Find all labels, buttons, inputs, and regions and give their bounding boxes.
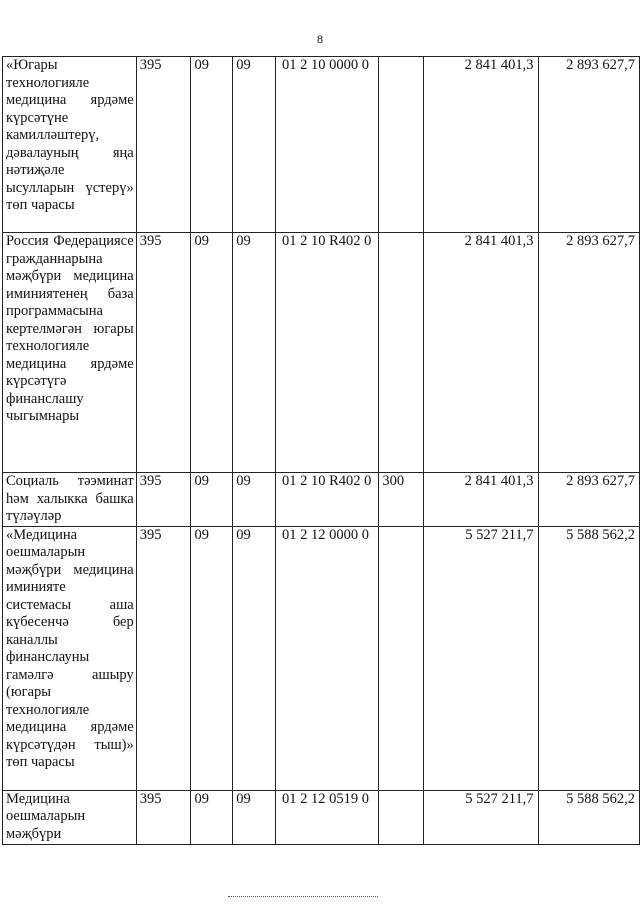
ministry-code: 395 bbox=[136, 233, 191, 473]
section-code: 09 bbox=[191, 57, 233, 233]
footer-divider bbox=[228, 896, 378, 897]
row-name: Медицина оешмаларын мәҗбүри bbox=[3, 790, 137, 844]
table-row bbox=[3, 526, 640, 790]
section-code: 09 bbox=[191, 790, 233, 844]
section-code: 09 bbox=[191, 473, 233, 527]
row-name: «Медицина оешмаларын мәҗбүри медицина иминияте системасы аша күбесенчә бер каналлы финанслауны гамәлгә ашыру (югары технологияле медицина ярдәме күрсәтүдән тыш)» төп чарасы bbox=[3, 526, 137, 790]
table-row bbox=[3, 790, 640, 844]
expense-type bbox=[379, 233, 424, 473]
expense-type bbox=[379, 526, 424, 790]
subsection-code: 09 bbox=[233, 57, 276, 233]
section-code: 09 bbox=[191, 233, 233, 473]
row-name: Социаль тәэминат һәм халыкка башка түләүләр bbox=[3, 473, 137, 527]
subsection-code: 09 bbox=[233, 790, 276, 844]
target-article: 01 2 10 0000 0 bbox=[276, 57, 379, 233]
amount-year-2: 2 893 627,7 bbox=[538, 473, 639, 527]
page-number: 8 bbox=[317, 32, 323, 46]
ministry-code: 395 bbox=[136, 473, 191, 527]
ministry-code: 395 bbox=[136, 526, 191, 790]
amount-year-2: 5 588 562,2 bbox=[538, 790, 639, 844]
target-article: 01 2 12 0519 0 bbox=[276, 790, 379, 844]
expense-type bbox=[379, 790, 424, 844]
amount-year-2: 2 893 627,7 bbox=[538, 233, 639, 473]
row-name: Россия Федерациясе гражданнарына мәҗбүри медицина иминиятенең база программасына кертелмәгән югары технологияле медицина ярдәме күрсәтүгә финанслашу чыгымнары bbox=[3, 233, 137, 473]
amount-year-1: 5 527 211,7 bbox=[424, 790, 538, 844]
amount-year-2: 2 893 627,7 bbox=[538, 57, 639, 233]
table-row bbox=[3, 233, 640, 473]
table-row bbox=[3, 57, 640, 233]
amount-year-2: 5 588 562,2 bbox=[538, 526, 639, 790]
target-article: 01 2 10 R402 0 bbox=[276, 473, 379, 527]
target-article: 01 2 10 R402 0 bbox=[276, 233, 379, 473]
subsection-code: 09 bbox=[233, 233, 276, 473]
subsection-code: 09 bbox=[233, 473, 276, 527]
budget-table bbox=[2, 56, 640, 845]
ministry-code: 395 bbox=[136, 57, 191, 233]
expense-type bbox=[379, 57, 424, 233]
table-row bbox=[3, 473, 640, 527]
amount-year-1: 5 527 211,7 bbox=[424, 526, 538, 790]
ministry-code: 395 bbox=[136, 790, 191, 844]
amount-year-1: 2 841 401,3 bbox=[424, 57, 538, 233]
expense-type: 300 bbox=[379, 473, 424, 527]
subsection-code: 09 bbox=[233, 526, 276, 790]
amount-year-1: 2 841 401,3 bbox=[424, 473, 538, 527]
section-code: 09 bbox=[191, 526, 233, 790]
target-article: 01 2 12 0000 0 bbox=[276, 526, 379, 790]
row-name: «Югары технологияле медицина ярдәме күрсәтүне камилләштерү, дәвалауның яңа нәтиҗәле ысулларын үстерү» төп чарасы bbox=[3, 57, 137, 233]
amount-year-1: 2 841 401,3 bbox=[424, 233, 538, 473]
